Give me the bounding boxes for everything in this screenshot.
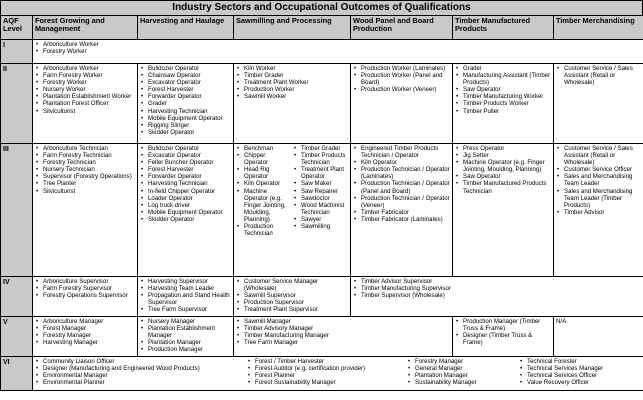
job-title: • Kiln Worker <box>236 65 348 72</box>
job-title: • Timber Advisory Manager <box>236 325 450 332</box>
job-title: • Nursery Technician <box>35 166 135 173</box>
job-title: • Sustainability Manager <box>407 379 519 386</box>
job-list <box>247 358 407 386</box>
job-title: • Treatment Plant Operator <box>293 166 348 180</box>
cell-level-4-rest <box>351 277 643 317</box>
job-title: • Forwarder Operator <box>140 173 231 180</box>
job-title: • Engineered Timber Products Technician / Operator <box>353 145 450 159</box>
header-timber-manufactured: Timber Manufactured Products <box>453 16 554 40</box>
cell-level-2-sawmilling <box>234 64 351 144</box>
job-list <box>35 41 641 55</box>
job-title: • Forest Harvester <box>140 166 231 173</box>
job-title: • Forestry Worker <box>35 79 135 86</box>
job-title: • Silviculturist <box>35 188 135 195</box>
job-title: • Farm Forestry Supervisor <box>35 285 135 292</box>
job-title: • Sawmill Manager <box>236 318 450 325</box>
job-title: • Sales and Merchandising Team Leader (Timber Products) <box>556 188 641 209</box>
job-title: • Timber Grader <box>236 72 348 79</box>
job-title: • Skidder Operator <box>140 129 231 136</box>
job-title: • Mobile Equipment Operator <box>140 209 231 216</box>
job-title: • Saw Operator <box>455 173 551 180</box>
job-title: • Excavator Operator <box>140 79 231 86</box>
job-title: • Forestry Manager <box>35 332 135 339</box>
row-level-5 <box>1 317 643 357</box>
level-label: V <box>1 317 33 357</box>
job-title: • Machine Operator (e.g. Finger Jointing, Moulding, Planning) <box>236 188 291 223</box>
cell-level-4-harvesting <box>138 277 234 317</box>
job-title: • Farm Forestry Worker <box>35 72 135 79</box>
cell-level-3-manufactured <box>453 144 554 277</box>
job-title: • Timber Manufacturing Manager <box>236 332 450 339</box>
job-title: • Timber Fabricator <box>353 209 450 216</box>
cell-level-2-manufactured <box>453 64 554 144</box>
job-title: • In-field Chipper Operator <box>140 188 231 195</box>
job-title: • Arboriculture Manager <box>35 318 135 325</box>
job-list <box>236 65 348 100</box>
job-list <box>407 358 519 386</box>
job-title: • Arboriculture Worker <box>35 65 135 72</box>
job-title: • Timber Grader <box>293 145 348 152</box>
job-title: • Plantation Manager <box>140 339 231 346</box>
job-title: • Forestry Operations Supervisor <box>35 292 135 299</box>
job-title: • Bulldozer Operator <box>140 145 231 152</box>
cell-level-5-harvesting <box>138 317 234 357</box>
job-title: • Sawmill Worker <box>236 93 348 100</box>
job-title: • General Manager <box>407 365 519 372</box>
job-title: • Production Worker <box>236 86 348 93</box>
job-list <box>353 145 450 223</box>
job-list <box>236 318 450 346</box>
job-title: • Plantation Forest Officer <box>35 100 135 107</box>
cell-level-5-forest <box>33 317 138 357</box>
row-level-2 <box>1 64 643 144</box>
job-title: • Production Technician / Operator (Panel and Board) <box>353 180 450 194</box>
job-list <box>353 278 641 299</box>
job-title: • Kiln Operator <box>353 159 450 166</box>
job-title: • Technical Services Officer <box>519 372 641 379</box>
qualifications-table <box>0 15 643 391</box>
row-level-1 <box>1 40 643 64</box>
job-list <box>519 358 641 386</box>
job-title: • Harvesting Team Leader <box>140 285 231 292</box>
job-title: • Timber Manufacturing Worker <box>455 93 551 100</box>
job-list <box>556 65 641 86</box>
job-title: • Plantation Establishment Manager <box>140 325 231 339</box>
job-title: • Treatment Plant Supervisor <box>236 306 348 313</box>
job-title: • Timber Advisor Supervisor <box>353 278 641 285</box>
job-title: • Timber Manufactured Products Technician <box>455 180 551 194</box>
job-list <box>293 145 348 237</box>
job-title: • Machine Operator (e.g. Finger Jointing, Moulding, Planning) <box>455 159 551 173</box>
job-title: • Forest / Timber Harvester <box>247 358 407 365</box>
job-title: • Customer Service / Sales Assistant (Retail or Wholesale) <box>556 65 641 86</box>
job-title: • Jig Setter <box>455 152 551 159</box>
job-title: • Timber Advisor <box>556 209 641 216</box>
level-label: IV <box>1 277 33 317</box>
job-title: • Treatment Plant Worker <box>236 79 348 86</box>
cell-level-2-merchandising <box>554 64 643 144</box>
job-title: • Harvesting Manager <box>35 339 135 346</box>
job-title: • Arboriculture Supervisor <box>35 278 135 285</box>
job-title: • Harvesting Supervisor <box>140 278 231 285</box>
job-title: • Production Technician <box>236 223 291 237</box>
job-title: • Chainsaw Operator <box>140 72 231 79</box>
job-title: • Community Liaison Officer <box>35 358 247 365</box>
cell-level-5-manufactured <box>453 317 554 357</box>
job-title: • Environmental Planner <box>35 379 247 386</box>
job-title: • Technical Services Manager <box>519 365 641 372</box>
cell-level-3-wood-panel <box>351 144 453 277</box>
job-title: • Timber Products Technician <box>293 152 348 166</box>
job-title: • Plantation Manager <box>407 372 519 379</box>
header-forest-growing: Forest Growing and Management <box>33 16 138 40</box>
cell-level-3-sawmilling <box>234 144 351 277</box>
level-label: VI <box>1 357 33 391</box>
job-list <box>140 318 231 353</box>
job-title: • Customer Service / Sales Assistant (Retail or Wholesale) <box>556 145 641 166</box>
cell-level-3-forest <box>33 144 138 277</box>
job-list <box>236 145 291 237</box>
job-title: • Loader Operator <box>140 195 231 202</box>
job-title: • Production Worker (Laminates) <box>353 65 450 72</box>
job-title: • Saw Repairer <box>293 188 348 195</box>
job-title: • Rigging Slinger <box>140 122 231 129</box>
job-title: • Mobile Equipment Operator <box>140 115 231 122</box>
job-list <box>455 318 551 346</box>
cell-level-2-wood-panel <box>351 64 453 144</box>
job-list <box>35 65 135 115</box>
cell-level-2-forest <box>33 64 138 144</box>
job-list <box>140 65 231 136</box>
job-title: • Propagation and Stand Health Supervisor <box>140 292 231 306</box>
job-list <box>455 145 551 195</box>
header-sawmilling: Sawmilling and Processing <box>234 16 351 40</box>
job-title: • Forest Auditor (e.g. certification provider) <box>247 365 407 372</box>
job-title: • Production Technician / Operator (Laminates) <box>353 166 450 180</box>
header-wood-panel: Wood Panel and Board Production <box>351 16 453 40</box>
job-title: • Production Supervisor <box>236 299 348 306</box>
job-title: • Arboriculture Worker <box>35 41 641 48</box>
job-title: • Timber Fabricator (Laminates) <box>353 216 450 223</box>
job-title: • Log truck driver <box>140 202 231 209</box>
job-title: • Excavator Operator <box>140 152 231 159</box>
job-title: • Sawmilling <box>293 223 348 230</box>
cell-level-5-sawmilling <box>234 317 453 357</box>
job-title: • Forest Planner <box>247 372 407 379</box>
job-title: • Saw Maker <box>293 180 348 187</box>
job-title: • Supervisor (Forestry Operations) <box>35 173 135 180</box>
job-title: • Customer Service Manager (Wholesale) <box>236 278 348 292</box>
cell-level-1-all <box>33 40 643 64</box>
job-title: • Benchman <box>236 145 291 152</box>
job-title: • Forest Manager <box>35 325 135 332</box>
job-title: • Timber Manufacturing Supervisor <box>353 285 641 292</box>
row-level-6 <box>1 357 643 391</box>
job-title: • Forest Sustainability Manager <box>247 379 407 386</box>
cell-level-4-sawmilling <box>234 277 351 317</box>
job-title: • Customer Service Officer <box>556 166 641 173</box>
level-label: III <box>1 144 33 277</box>
job-title: • Arboriculture Technician <box>35 145 135 152</box>
job-title: • Designer (Timber Truss & Frame) <box>455 332 551 346</box>
job-title: • Bulldozer Operator <box>140 65 231 72</box>
header-timber-merchandising: Timber Merchandising <box>554 16 643 40</box>
job-title: • Production Manager <box>140 346 231 353</box>
cell-level-3-harvesting <box>138 144 234 277</box>
page-title: Industry Sectors and Occupational Outcomes of Qualifications <box>0 0 643 15</box>
job-title: • Nursery Worker <box>35 86 135 93</box>
job-title: • Silviculturist <box>35 108 135 115</box>
job-title: • Feller Buncher Operator <box>140 159 231 166</box>
header-harvesting: Harvesting and Haulage <box>138 16 234 40</box>
job-title: • Grader <box>455 65 551 72</box>
job-title: • Grader <box>140 100 231 107</box>
job-title: • Sawyer <box>293 216 348 223</box>
job-title: • Production Worker (Panel and Board) <box>353 72 450 86</box>
level-label: II <box>1 64 33 144</box>
job-title: • Technical Forester <box>519 358 641 365</box>
job-title: • Environmental Manager <box>35 372 247 379</box>
job-title: • Timber Products Worker <box>455 100 551 107</box>
job-list <box>140 145 231 223</box>
job-title: • Value Recovery Officer <box>519 379 641 386</box>
job-title: • Forest Harvester <box>140 86 231 93</box>
header-aqf-level: AQF Level <box>1 16 33 40</box>
row-level-4 <box>1 277 643 317</box>
job-title: • Timber Puller <box>455 108 551 115</box>
job-title: • Sales and Merchandising Team Leader <box>556 173 641 187</box>
job-title: • Tree Farm Manager <box>236 339 450 346</box>
job-title: • Press Operator <box>455 145 551 152</box>
job-title: • Manufacturing Assistant (Timber Products) <box>455 72 551 86</box>
job-title: • Forwarder Operator <box>140 93 231 100</box>
job-title: • Forestry Worker <box>35 48 641 55</box>
job-list <box>35 358 247 386</box>
job-title: • Tree Farm Supervisor <box>140 306 231 313</box>
job-title: • Forestry Manager <box>407 358 519 365</box>
cell-level-2-harvesting <box>138 64 234 144</box>
job-title: • Tree Planter <box>35 180 135 187</box>
job-list <box>35 278 135 299</box>
job-list <box>236 278 348 313</box>
job-list <box>35 318 135 346</box>
job-title: • Skidder Operator <box>140 216 231 223</box>
job-title: • Chipper Operator <box>236 152 291 166</box>
job-title: • Wood Machinist Technician <box>293 202 348 216</box>
cell-level-3-merchandising <box>554 144 643 277</box>
level-label: I <box>1 40 33 64</box>
job-title: • Sawdoctor <box>293 195 348 202</box>
job-list <box>455 65 551 115</box>
job-list <box>35 145 135 195</box>
job-title: • Nursery Manager <box>140 318 231 325</box>
job-title: • Production Technician / Operator (Veneer) <box>353 195 450 209</box>
job-list <box>353 65 450 93</box>
job-title: • Timber Supervisor (Wholesale) <box>353 292 641 299</box>
cell-level-4-forest <box>33 277 138 317</box>
job-title: • Harvesting Technician <box>140 180 231 187</box>
job-title: • Harvesting Technician <box>140 108 231 115</box>
job-title: • Designer (Manufacturing and Engineered Wood Products) <box>35 365 247 372</box>
job-list <box>556 145 641 216</box>
job-title: • Farm Forestry Technician <box>35 152 135 159</box>
cell-level-6-all <box>33 357 643 391</box>
job-title: • Production Manager (Timber Truss & Frame) <box>455 318 551 332</box>
header-row <box>1 16 643 40</box>
job-title: • Production Worker (Veneer) <box>353 86 450 93</box>
job-title: • Head Rig Operator <box>236 166 291 180</box>
job-title: • Kiln Operator <box>236 180 291 187</box>
job-title: • Saw Operator <box>455 86 551 93</box>
job-list <box>140 278 231 313</box>
job-title: • Forestry Technician <box>35 159 135 166</box>
row-level-3 <box>1 144 643 277</box>
job-title: • Sawmill Supervisor <box>236 292 348 299</box>
cell-level-5-merchandising: N/A <box>554 317 643 357</box>
job-title: • Plantation Establishment Worker <box>35 93 135 100</box>
